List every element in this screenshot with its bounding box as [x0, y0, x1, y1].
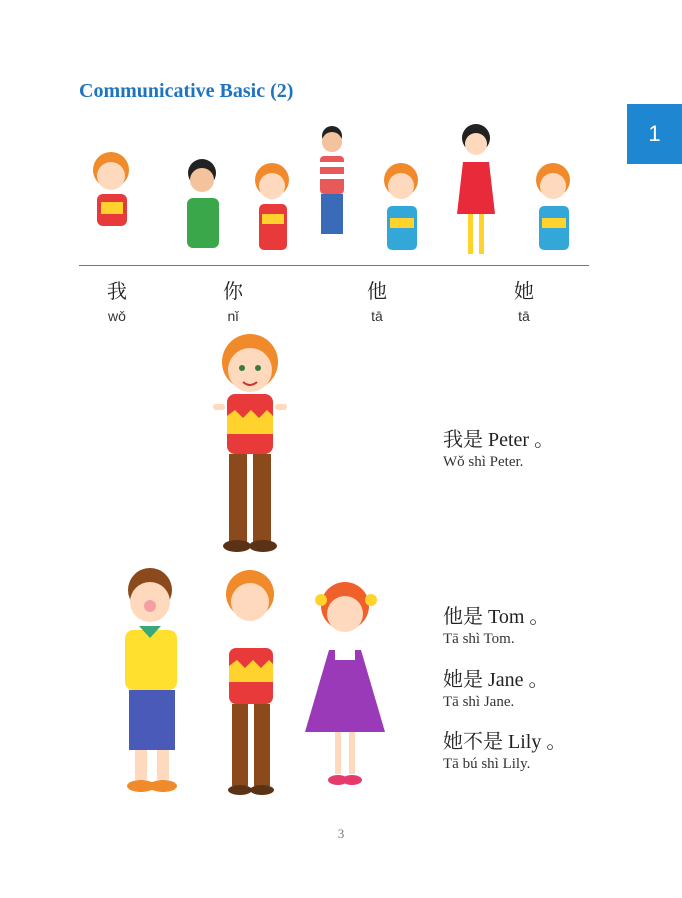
pronoun-hanzi: 她: [514, 279, 534, 303]
sentence-name: Lily: [508, 731, 542, 753]
pronoun-wo: [87, 275, 147, 324]
page-number: 3: [337, 826, 345, 841]
sentence-hanzi: 她是: [443, 667, 483, 691]
girl-red-dress-figure: [457, 124, 570, 254]
boy-stripes-figure: [320, 126, 418, 250]
sentence-end-mark: 。: [528, 667, 549, 691]
pronoun-pinyin: wǒ: [108, 308, 126, 324]
sentence-pinyin: Wǒ shì Peter.: [443, 454, 524, 470]
pronoun-pinyin: tā: [518, 308, 530, 324]
pronoun-hanzi: 他: [367, 279, 387, 303]
sentence-chinese: [443, 663, 549, 692]
sentence-end-mark: 。: [529, 604, 550, 628]
sentence-end-mark: 。: [534, 427, 555, 451]
sentence-2: [443, 600, 549, 648]
sentence-chinese: [443, 600, 549, 629]
pronoun-illustration: [79, 118, 589, 266]
tom-figure: [125, 568, 177, 792]
sentence-hanzi: 她不是: [443, 729, 503, 753]
sentence-name: Peter: [488, 429, 530, 451]
pronoun-hanzi: 你: [223, 279, 243, 303]
sentence-pinyin: Tā shì Jane.: [443, 694, 515, 710]
peter-figure: [226, 570, 274, 795]
sentence-name: Tom: [488, 606, 525, 628]
sentence-hanzi: 我是: [443, 427, 483, 451]
pronoun-ni: [203, 275, 263, 324]
sentence-pinyin: Tā bú shì Lily.: [443, 756, 531, 772]
pronoun-pinyin: nǐ: [227, 308, 239, 324]
group-illustration: [95, 560, 405, 805]
boy-self-figure: [93, 152, 129, 226]
sentence-name: Jane: [488, 669, 524, 691]
pronoun-hanzi: 我: [107, 279, 127, 303]
section-title: Communicative Basic (2): [79, 80, 294, 102]
jane-figure: [305, 582, 385, 785]
sentence-chinese: [443, 423, 554, 452]
pronoun-pinyin: tā: [371, 308, 383, 324]
pronoun-ta-she: [494, 275, 554, 324]
divider-line: [79, 265, 589, 266]
sentence-end-mark: 。: [546, 729, 567, 753]
pronoun-ta-he: [347, 275, 407, 324]
two-boys-figure: [187, 159, 289, 250]
sentence-pinyin: Tā shì Tom.: [443, 631, 515, 647]
sentence-hanzi: 他是: [443, 604, 483, 628]
chapter-tab: 1: [627, 104, 682, 164]
peter-illustration: [205, 330, 295, 555]
sentence-4: [443, 725, 566, 773]
sentence-1: [443, 423, 554, 471]
sentence-chinese: [443, 725, 566, 754]
sentence-3: [443, 663, 549, 711]
